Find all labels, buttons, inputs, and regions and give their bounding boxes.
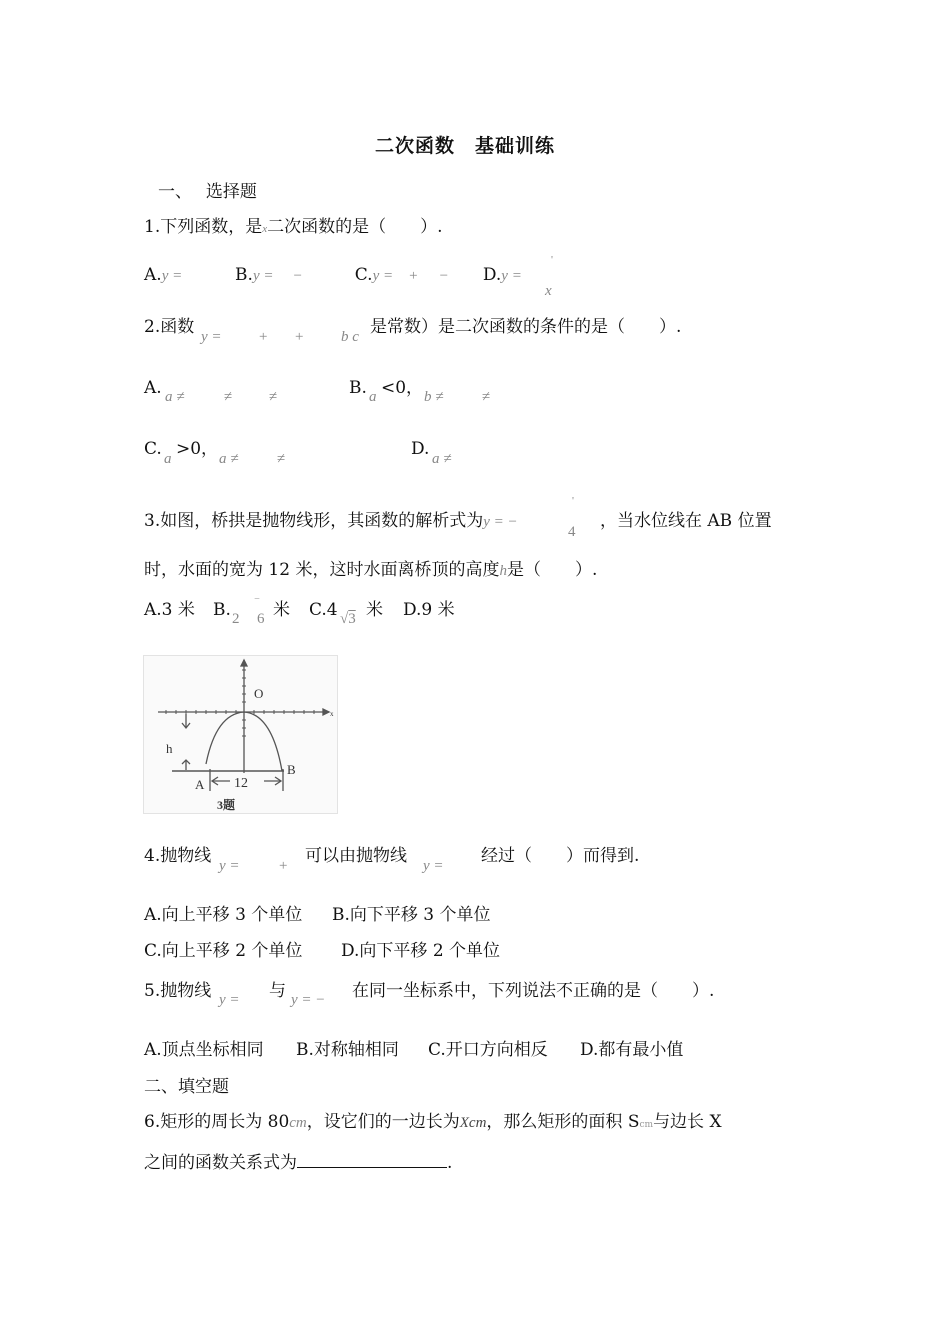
q4-option-c[interactable]: C.向上平移 2 个单位: [144, 941, 303, 961]
question-1-stem: [144, 217, 443, 239]
q2-option-d-expr: a ≠: [432, 451, 452, 467]
q2-option-c-var: a: [164, 451, 172, 467]
q4-text-b: 可以由抛物线: [305, 846, 407, 866]
figure-caption: 3题: [217, 798, 236, 812]
bridge-arch-figure: [143, 655, 338, 814]
section-heading-fill: 二、填空题: [144, 1077, 229, 1097]
q2-option-b-expr2: ≠: [482, 389, 491, 405]
q2-option-b-cond: <0，: [381, 378, 424, 398]
q3-expr: y = −: [483, 514, 518, 530]
q2-op2: +: [295, 329, 304, 345]
q4-option-a[interactable]: A.向上平移 3 个单位: [144, 905, 303, 925]
q5-option-b[interactable]: B.对称轴相同: [296, 1040, 399, 1060]
q1-text-a: 1.下列函数，是: [144, 217, 263, 237]
q1-d-denominator: x: [545, 283, 552, 299]
q3-text-b: ，当水位线在 AB 位置: [600, 511, 772, 531]
q2-option-c-expr2: ≠: [277, 451, 286, 467]
q2-option-b-var: a: [369, 389, 377, 405]
question-3-stem-line2: 时，水面的宽为 12 米，这时水面离桥顶的高度h是（ ）.: [144, 560, 598, 580]
figure-h-label: h: [166, 741, 173, 756]
q2-option-b-expr1: b ≠: [424, 389, 444, 405]
q3-frac-den: 4: [568, 524, 576, 540]
question-1-options: [144, 265, 522, 286]
q3-frac-num: ': [572, 495, 574, 507]
q5-option-a[interactable]: A.顶点坐标相同: [144, 1040, 264, 1060]
q5-text-c: 在同一坐标系中，下列说法不正确的是（ ）.: [352, 981, 715, 1001]
question-2-stem: [144, 317, 194, 337]
q2-option-b[interactable]: B.: [349, 378, 367, 398]
q3-option-b[interactable]: B.: [213, 600, 231, 620]
question-3-stem-line1: [144, 511, 518, 532]
q2-vars: b c: [341, 329, 359, 345]
q5-expr1: y =: [219, 992, 240, 1008]
q1-d-numerator: ': [551, 254, 553, 266]
figure-b-label: B: [287, 762, 296, 777]
q5-option-c[interactable]: C.开口方向相反: [428, 1040, 548, 1060]
q3-text-a: 3.如图，桥拱是抛物线形，其函数的解析式为: [144, 511, 484, 531]
page-title: 二次函数 基础训练: [375, 135, 556, 157]
q2-option-c-cond: >0，: [176, 439, 219, 459]
q3-option-a[interactable]: A.3 米: [144, 600, 195, 620]
q2-option-c[interactable]: C.: [144, 439, 162, 459]
sqrt-icon: √3: [340, 611, 356, 627]
question-4-stem: 4.抛物线: [144, 846, 212, 866]
q2-text-b: 是常数）是二次函数的条件的是（ ）.: [370, 317, 682, 337]
q3-option-c[interactable]: C.4: [309, 600, 338, 620]
q2-option-a-expr2: ≠: [224, 389, 233, 405]
q2-text-a: 2.函数: [144, 317, 195, 337]
q2-option-a-expr3: ≠: [269, 389, 278, 405]
figure-a-label: A: [195, 777, 205, 792]
q5-text-b: 与: [269, 981, 286, 1001]
q4-option-b[interactable]: B.向下平移 3 个单位: [332, 905, 491, 925]
q5-option-d[interactable]: D.都有最小值: [580, 1040, 684, 1060]
q3-option-b-unit: 米: [273, 600, 290, 620]
figure-width-label: 12: [234, 776, 248, 791]
question-5-stem: 5.抛物线: [144, 981, 212, 1001]
q2-option-d[interactable]: D.: [411, 439, 430, 459]
q3-option-b-bar: ‾: [255, 597, 259, 611]
q4-text-c: 经过（ ）而得到.: [481, 846, 640, 866]
q1-text-b: 二次函数的是（ ）.: [267, 217, 443, 237]
q5-expr2: y = −: [291, 992, 326, 1008]
q1-option-c[interactable]: C.y = + −: [354, 265, 449, 285]
q4-op1: +: [279, 858, 288, 874]
q1-option-a[interactable]: A.y =: [144, 265, 183, 285]
q1-var-x: x: [262, 223, 268, 235]
q2-option-a-expr1: a ≠: [165, 389, 185, 405]
q4-option-d[interactable]: D.向下平移 2 个单位: [341, 941, 501, 961]
q2-expr: y =: [201, 329, 222, 345]
q1-option-d[interactable]: D.y =: [482, 265, 522, 285]
figure-x-label: x: [330, 710, 334, 718]
question-6-stem-line2: 之间的函数关系式为 .: [144, 1153, 453, 1173]
q4-expr2: y =: [423, 858, 444, 874]
q1-option-b[interactable]: B.y = −: [235, 265, 302, 285]
q3-option-b-val2: 6: [257, 611, 265, 627]
q4-expr1: y =: [219, 858, 240, 874]
parabola-diagram-icon: [144, 656, 337, 813]
q2-option-a[interactable]: A.: [144, 378, 162, 398]
q2-op1: +: [259, 329, 268, 345]
section-heading-choice: 一、 选择题: [158, 182, 257, 202]
q3-option-c-unit: 米: [366, 600, 383, 620]
answer-blank-input[interactable]: [297, 1151, 447, 1168]
question-6-stem-line1: 6.矩形的周长为 80cm，设它们的一边长为Xcm，那么矩形的面积 Scm与边长 X: [144, 1112, 722, 1132]
q2-option-c-expr1: a ≠: [219, 451, 239, 467]
q3-option-b-val1: 2: [232, 611, 240, 627]
figure-origin-label: O: [254, 686, 264, 701]
q3-option-d[interactable]: D.9 米: [403, 600, 455, 620]
